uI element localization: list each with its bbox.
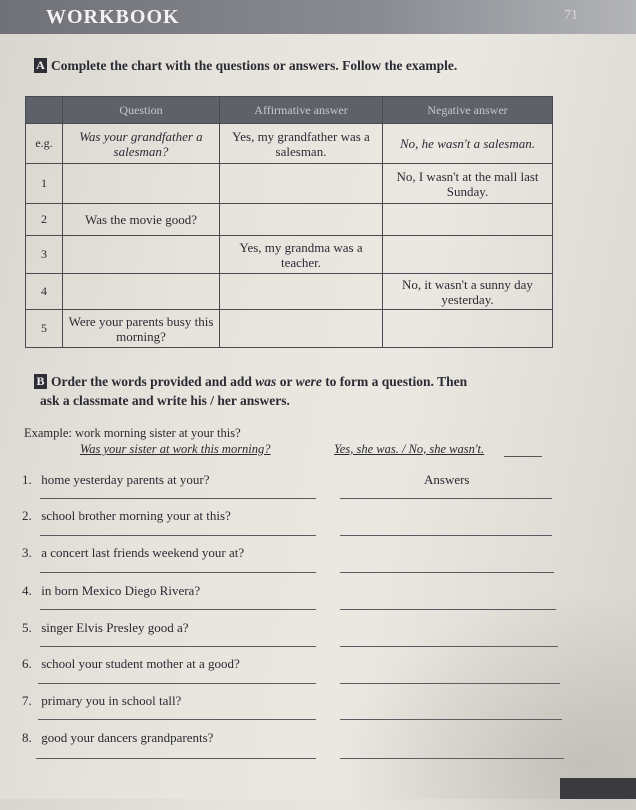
header-negative: Negative answer [383, 97, 553, 124]
item-words: primary you in school tall? [41, 693, 182, 708]
list-item [22, 693, 181, 709]
item-words: in born Mexico Diego Rivera? [41, 583, 201, 598]
question-cell[interactable] [63, 274, 220, 310]
section-b-instruction-line2: ask a classmate and write his / her answers. [40, 393, 290, 408]
banner-title: WORKBOOK [46, 6, 180, 28]
affirmative-cell[interactable] [220, 204, 383, 236]
table-row [26, 236, 553, 274]
table-row [26, 164, 553, 204]
word-were: were [295, 374, 322, 389]
section-b-text-2: to form a question. Then [321, 374, 468, 389]
header-affirmative: Affirmative answer [220, 97, 383, 124]
list-item [22, 472, 209, 488]
section-b-instruction [34, 374, 467, 390]
paper-shadow [340, 590, 636, 810]
section-a-text: Complete the chart with the questions or answers. Follow the example. [51, 58, 458, 73]
question-cell[interactable] [63, 164, 220, 204]
item-number: 4. [22, 583, 32, 598]
question-line[interactable] [40, 498, 316, 499]
row-number: e.g. [26, 124, 63, 164]
answers-heading: Answers [424, 472, 470, 487]
table-row [26, 274, 553, 310]
row-number: 1 [26, 164, 63, 204]
row-number: 5 [26, 310, 63, 348]
question-line[interactable] [40, 609, 316, 610]
answer-line[interactable] [340, 572, 554, 573]
affirmative-cell[interactable] [220, 164, 383, 204]
example-answer-line [504, 456, 542, 457]
item-number: 7. [22, 693, 32, 708]
item-number: 8. [22, 730, 32, 745]
row-number: 3 [26, 236, 63, 274]
item-words: singer Elvis Presley good a? [41, 620, 189, 635]
section-a-instruction [34, 58, 457, 74]
chart-table [25, 96, 553, 348]
answer-line[interactable] [340, 535, 552, 536]
word-or: or [276, 374, 296, 389]
question-cell: Was the movie good? [63, 204, 220, 236]
item-number: 3. [22, 545, 32, 560]
negative-cell: No, it wasn't a sunny day yesterday. [383, 274, 553, 310]
item-words: school your student mother at a good? [41, 656, 240, 671]
question-line[interactable] [38, 683, 316, 684]
negative-cell[interactable] [383, 236, 553, 274]
negative-cell[interactable] [383, 204, 553, 236]
workbook-banner [0, 0, 636, 34]
question-cell: Were your parents busy this morning? [63, 310, 220, 348]
table-row [26, 204, 553, 236]
answer-line[interactable] [340, 609, 556, 610]
question-line[interactable] [36, 758, 316, 759]
example-label: Example: work morning sister at your this? [24, 426, 241, 440]
list-item [22, 656, 240, 672]
item-words: a concert last friends weekend your at? [41, 545, 245, 560]
negative-cell[interactable] [383, 310, 553, 348]
item-number: 6. [22, 656, 32, 671]
affirmative-cell: Yes, my grandfather was a salesman. [220, 124, 383, 164]
example-question: Was your sister at work this morning? [80, 442, 271, 456]
row-number: 2 [26, 204, 63, 236]
header-question: Question [63, 97, 220, 124]
word-was: was [255, 374, 277, 389]
header-blank [26, 97, 63, 124]
affirmative-cell[interactable] [220, 274, 383, 310]
answer-line[interactable] [340, 683, 560, 684]
negative-cell: No, I wasn't at the mall last Sunday. [383, 164, 553, 204]
table-row [26, 310, 553, 348]
section-a-letter: A [34, 58, 47, 73]
page-number: 71 [564, 8, 578, 23]
question-line[interactable] [38, 719, 316, 720]
item-number: 2. [22, 508, 32, 523]
item-number: 5. [22, 620, 32, 635]
answer-line[interactable] [340, 646, 558, 647]
item-number: 1. [22, 472, 32, 487]
question-line[interactable] [40, 572, 316, 573]
dark-corner [560, 778, 636, 799]
table-row [26, 124, 553, 164]
section-b-text-1: Order the words provided and add [51, 374, 256, 389]
list-item [22, 508, 231, 524]
question-cell[interactable] [63, 236, 220, 274]
row-number: 4 [26, 274, 63, 310]
question-cell: Was your grandfather a salesman? [63, 124, 220, 164]
question-line[interactable] [40, 535, 316, 536]
affirmative-cell: Yes, my grandma was a teacher. [220, 236, 383, 274]
question-line[interactable] [40, 646, 316, 647]
list-item [22, 730, 213, 746]
negative-cell: No, he wasn't a salesman. [383, 124, 553, 164]
item-words: school brother morning your at this? [41, 508, 231, 523]
list-item [22, 545, 244, 561]
affirmative-cell[interactable] [220, 310, 383, 348]
answer-line[interactable] [340, 758, 564, 759]
example-answer: Yes, she was. / No, she wasn't. [334, 442, 485, 456]
list-item [22, 583, 200, 599]
list-item [22, 620, 189, 636]
section-b-letter: B [34, 374, 47, 389]
item-words: good your dancers grandparents? [41, 730, 214, 745]
item-words: home yesterday parents at your? [41, 472, 210, 487]
answer-line[interactable] [340, 498, 552, 499]
answer-line[interactable] [340, 719, 562, 720]
chart-header-row [26, 97, 553, 124]
